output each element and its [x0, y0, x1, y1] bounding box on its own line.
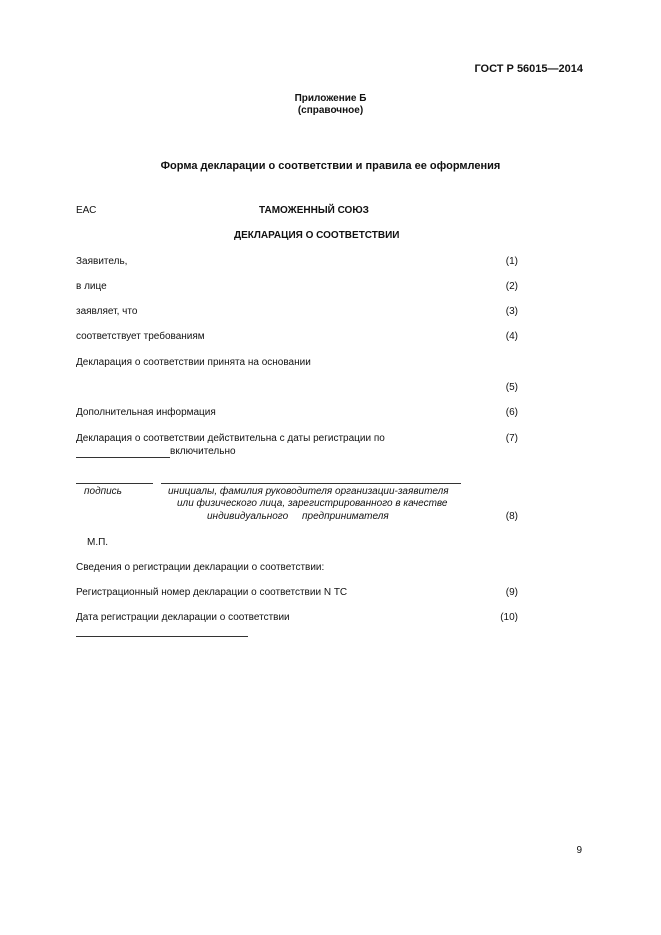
- field-number: (1): [505, 256, 518, 267]
- standard-header: ГОСТ Р 56015—2014: [474, 63, 583, 75]
- field-number: (8): [505, 511, 518, 522]
- field-basis: Декларация о соответствии принята на основании: [76, 357, 311, 368]
- signature-line: [76, 483, 153, 484]
- field-number: (5): [505, 382, 518, 393]
- field-number: (4): [505, 331, 518, 342]
- seal-place: М.П.: [87, 537, 109, 548]
- field-represented-by: в лице: [76, 281, 107, 292]
- footnote-line: [76, 636, 248, 637]
- name-line: [161, 483, 461, 484]
- signature-caption: инициалы, фамилия руководителя организации-заявителя: [168, 486, 449, 497]
- registration-date: Дата регистрации декларации о соответствии: [76, 612, 290, 623]
- signature-label: подпись: [84, 486, 122, 497]
- eac-mark: ЕАС: [76, 205, 97, 216]
- field-applicant: Заявитель,: [76, 256, 128, 267]
- registration-number: Регистрационный номер декларации о соответствии N ТС: [76, 587, 348, 598]
- field-number: (2): [505, 281, 518, 292]
- signature-caption: или физического лица, зарегистрированного в качестве: [177, 498, 448, 509]
- registration-info: Сведения о регистрации декларации о соответствии:: [76, 562, 325, 573]
- field-number: (9): [505, 587, 518, 598]
- annex-subtitle: (справочное): [297, 105, 364, 116]
- field-number: (3): [505, 306, 518, 317]
- field-validity: Декларация о соответствии действительна с даты регистрации по: [76, 433, 385, 444]
- field-declares: заявляет, что: [76, 306, 138, 317]
- signature-caption: индивидуального предпринимателя: [207, 511, 389, 522]
- field-number: (6): [505, 407, 518, 418]
- field-requirements: соответствует требованиям: [76, 331, 205, 342]
- annex-title: Приложение Б: [294, 93, 367, 104]
- field-additional-info: Дополнительная информация: [76, 407, 216, 418]
- date-blank-line: [76, 457, 170, 458]
- field-number: (10): [500, 612, 518, 623]
- section-title: Форма декларации о соответствии и правила ее оформления: [160, 160, 501, 172]
- union-title: ТАМОЖЕННЫЙ СОЮЗ: [259, 205, 369, 216]
- declaration-title: ДЕКЛАРАЦИЯ О СООТВЕТСТВИИ: [234, 230, 400, 241]
- field-number: (7): [505, 433, 518, 444]
- inclusive-text: включительно: [170, 446, 236, 457]
- page-number: 9: [576, 845, 582, 856]
